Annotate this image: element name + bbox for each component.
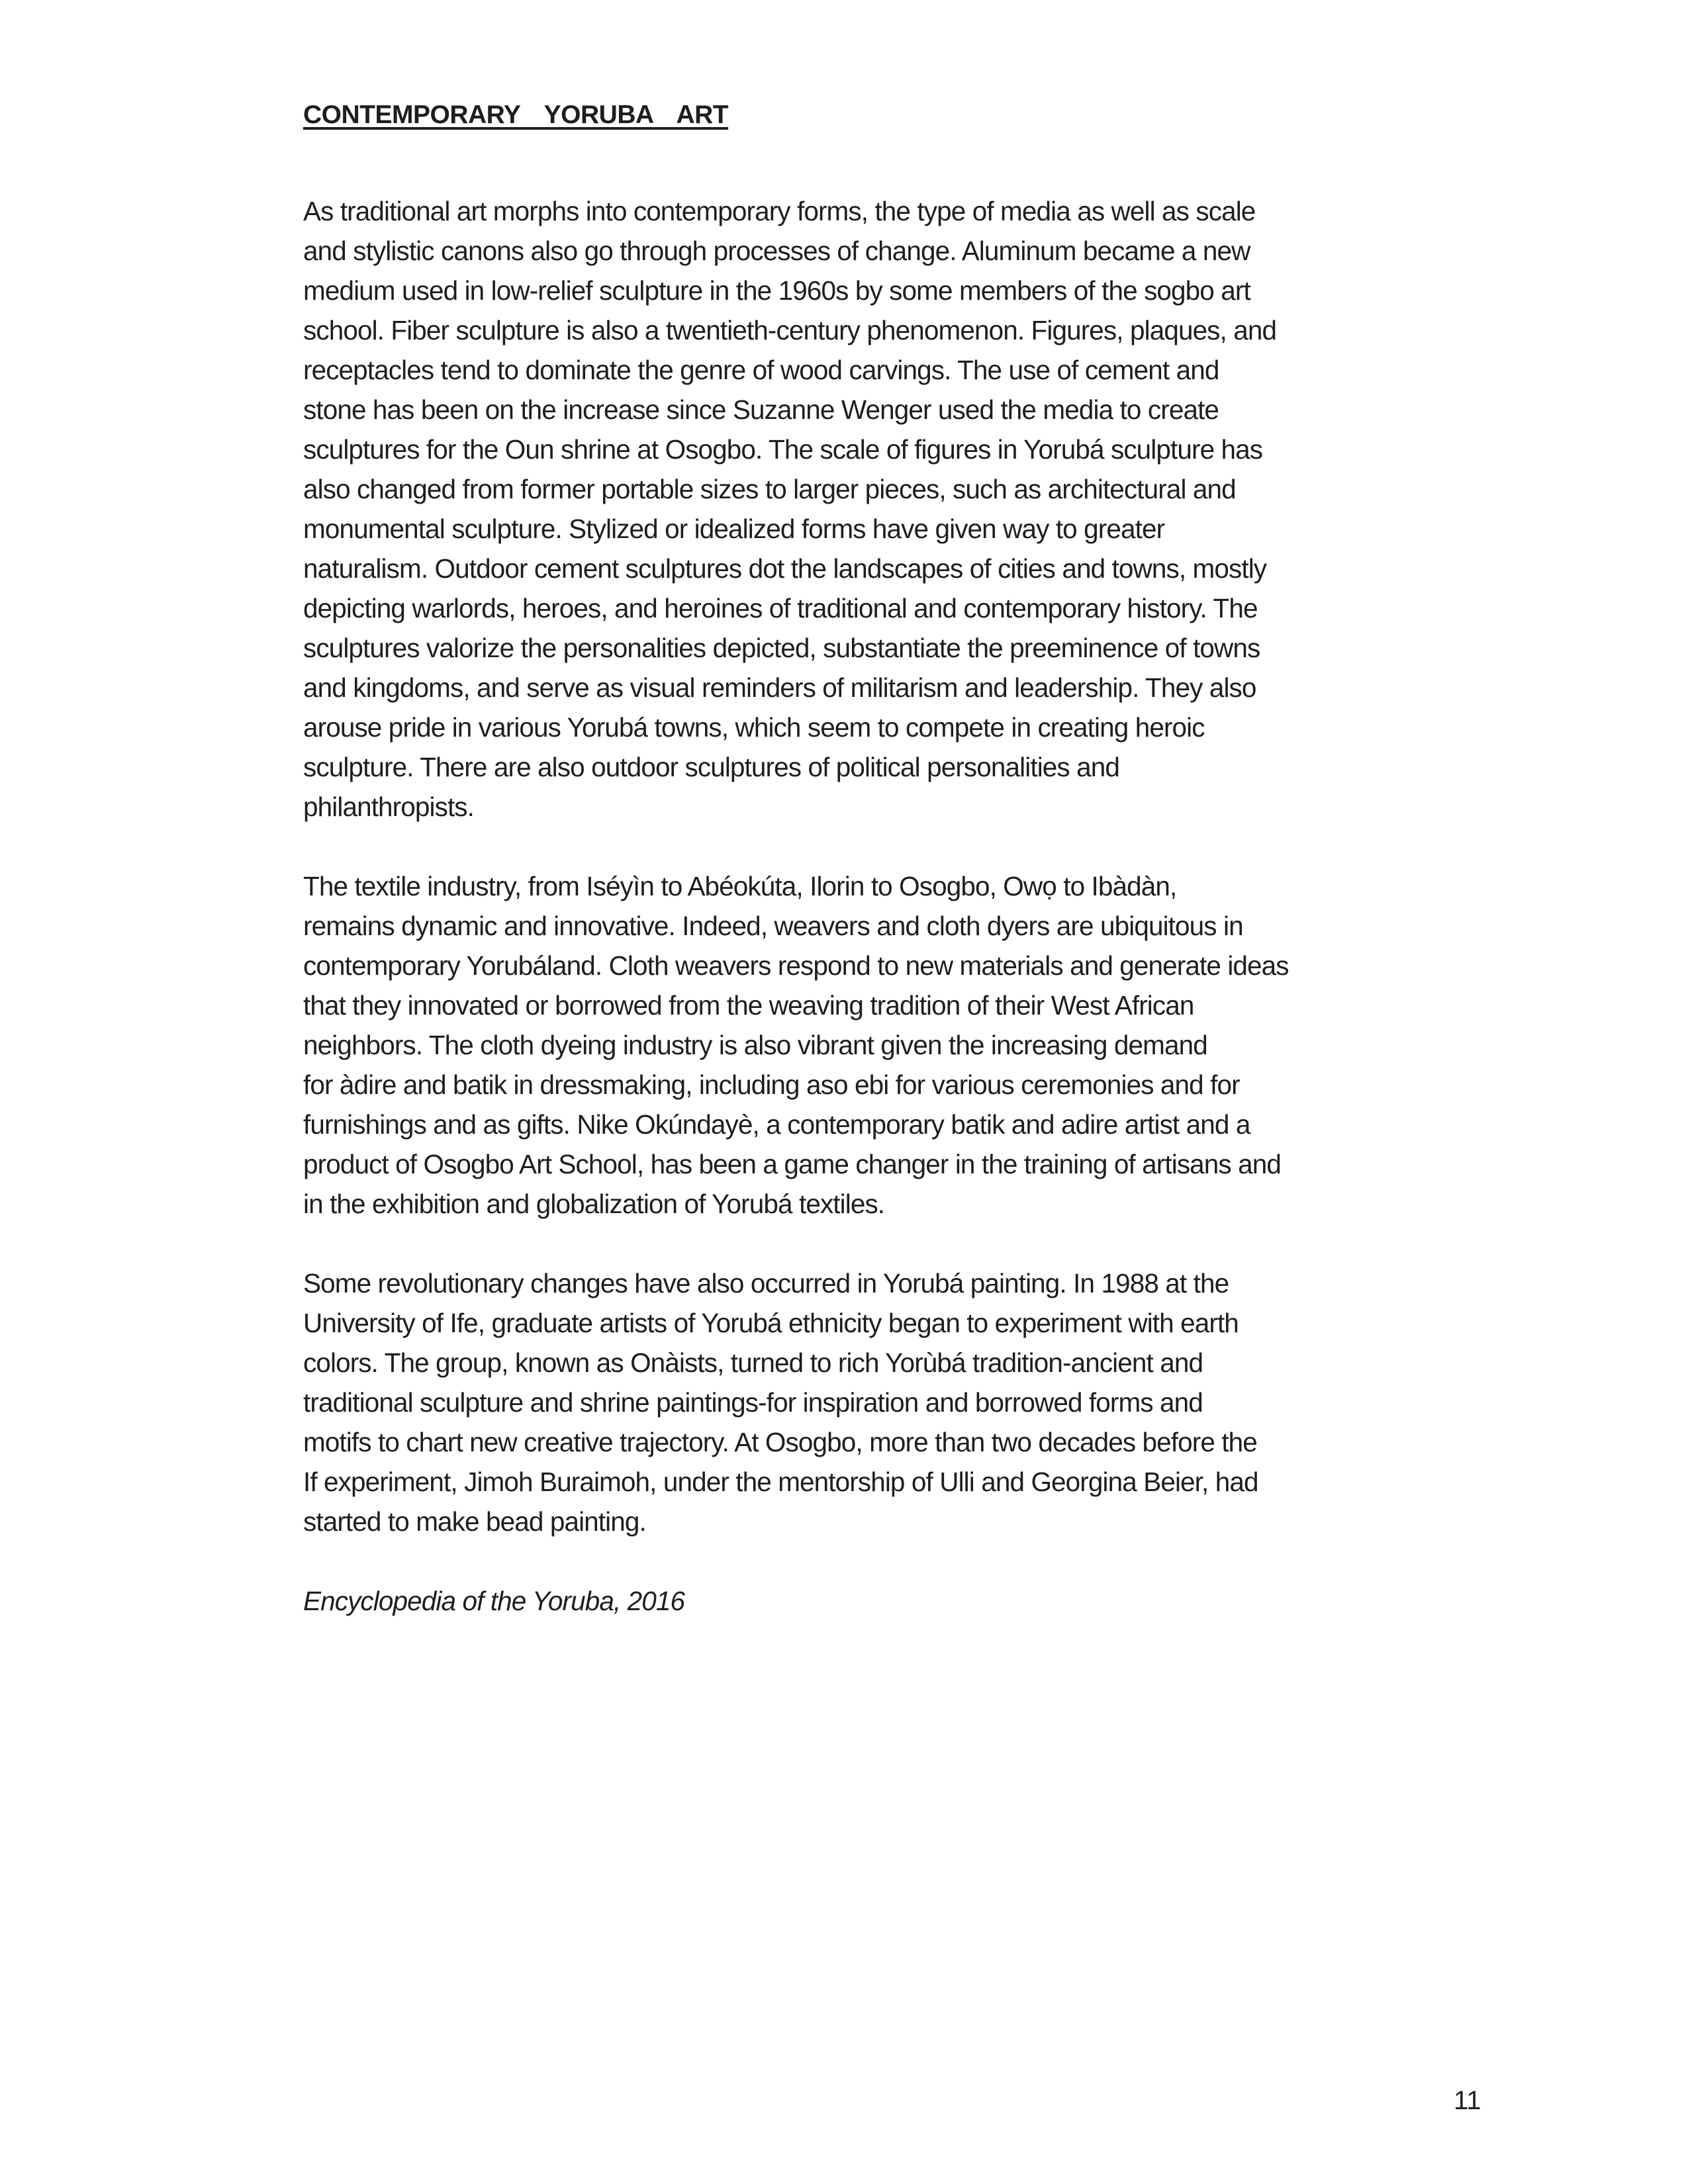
text-line: also changed from former portable sizes to larger pieces, such as architectural and (303, 474, 1236, 504)
text-line: motifs to chart new creative trajectory. At Osogbo, more than two decades before the (303, 1427, 1257, 1457)
text-line: furnishings and as gifts. Nike Okúndayè, a contemporary batik and adire artist and a (303, 1109, 1250, 1140)
text-line: If experiment, Jimoh Buraimoh, under the mentorship of Ulli and Georgina Beier, had (303, 1467, 1258, 1497)
paragraph-textile-industry (303, 866, 1495, 1224)
text-line: and stylistic canons also go through processes of change. Aluminum became a new (303, 236, 1250, 266)
text-line: neighbors. The cloth dyeing industry is also vibrant given the increasing demand (303, 1030, 1207, 1060)
text-line: remains dynamic and innovative. Indeed, weavers and cloth dyers are ubiquitous in (303, 911, 1243, 941)
text-line: monumental sculpture. Stylized or idealized forms have given way to greater (303, 514, 1165, 544)
paragraph-contemporary-media (303, 191, 1495, 827)
text-line: colors. The group, known as Onàists, turned to rich Yorùbá tradition-ancient and (303, 1347, 1203, 1378)
text-line: for àdire and batik in dressmaking, including aso ebi for various ceremonies and for (303, 1069, 1240, 1100)
text-line: traditional sculpture and shrine paintings-for inspiration and borrowed forms and (303, 1387, 1203, 1418)
text-line: product of Osogbo Art School, has been a game changer in the training of artisans and (303, 1149, 1281, 1179)
text-line: philanthropists. (303, 792, 475, 822)
citation-block (303, 1581, 1495, 1621)
text-line: As traditional art morphs into contemporary forms, the type of media as well as scale (303, 196, 1256, 226)
text-line: receptacles tend to dominate the genre of wood carvings. The use of cement and (303, 355, 1219, 385)
text-line: stone has been on the increase since Suzanne Wenger used the media to create (303, 394, 1219, 425)
text-line: and kingdoms, and serve as visual reminders of militarism and leadership. They also (303, 672, 1256, 703)
paragraph-yoruba-painting (303, 1263, 1495, 1541)
text-line: depicting warlords, heroes, and heroines of traditional and contemporary history. The (303, 593, 1258, 623)
text-line: contemporary Yorubáland. Cloth weavers respond to new materials and generate ideas (303, 950, 1289, 981)
citation: Encyclopedia of the Yoruba, 2016 (303, 1586, 685, 1616)
document-body (303, 191, 1495, 1661)
text-line: The textile industry, from Iséyìn to Abéokúta, Ilorin to Osogbo, Owọ to Ibàdàn, (303, 871, 1177, 901)
text-line: Some revolutionary changes have also occurred in Yorubá painting. In 1988 at the (303, 1268, 1229, 1298)
text-line: school. Fiber sculpture is also a twentieth-century phenomenon. Figures, plaques, and (303, 315, 1277, 345)
page-number: 11 (1454, 2086, 1481, 2115)
text-line: sculptures valorize the personalities depicted, substantiate the preeminence of towns (303, 633, 1260, 663)
text-line: University of Ife, graduate artists of Yorubá ethnicity began to experiment with earth (303, 1308, 1239, 1338)
text-line: naturalism. Outdoor cement sculptures dot the landscapes of cities and towns, mostly (303, 553, 1267, 584)
page-title: CONTEMPORARY YORUBA ART (303, 101, 729, 129)
text-line: sculptures for the Oun shrine at Osogbo. The scale of figures in Yorubá sculpture has (303, 434, 1263, 465)
text-line: started to make bead painting. (303, 1506, 646, 1537)
text-line: sculpture. There are also outdoor sculptures of political personalities and (303, 752, 1119, 782)
text-line: arouse pride in various Yorubá towns, which seem to compete in creating heroic (303, 712, 1205, 743)
text-line: that they innovated or borrowed from the weaving tradition of their West African (303, 990, 1194, 1021)
text-line: in the exhibition and globalization of Yorubá textiles. (303, 1189, 885, 1219)
text-line: medium used in low-relief sculpture in the 1960s by some members of the sogbo art (303, 275, 1250, 306)
